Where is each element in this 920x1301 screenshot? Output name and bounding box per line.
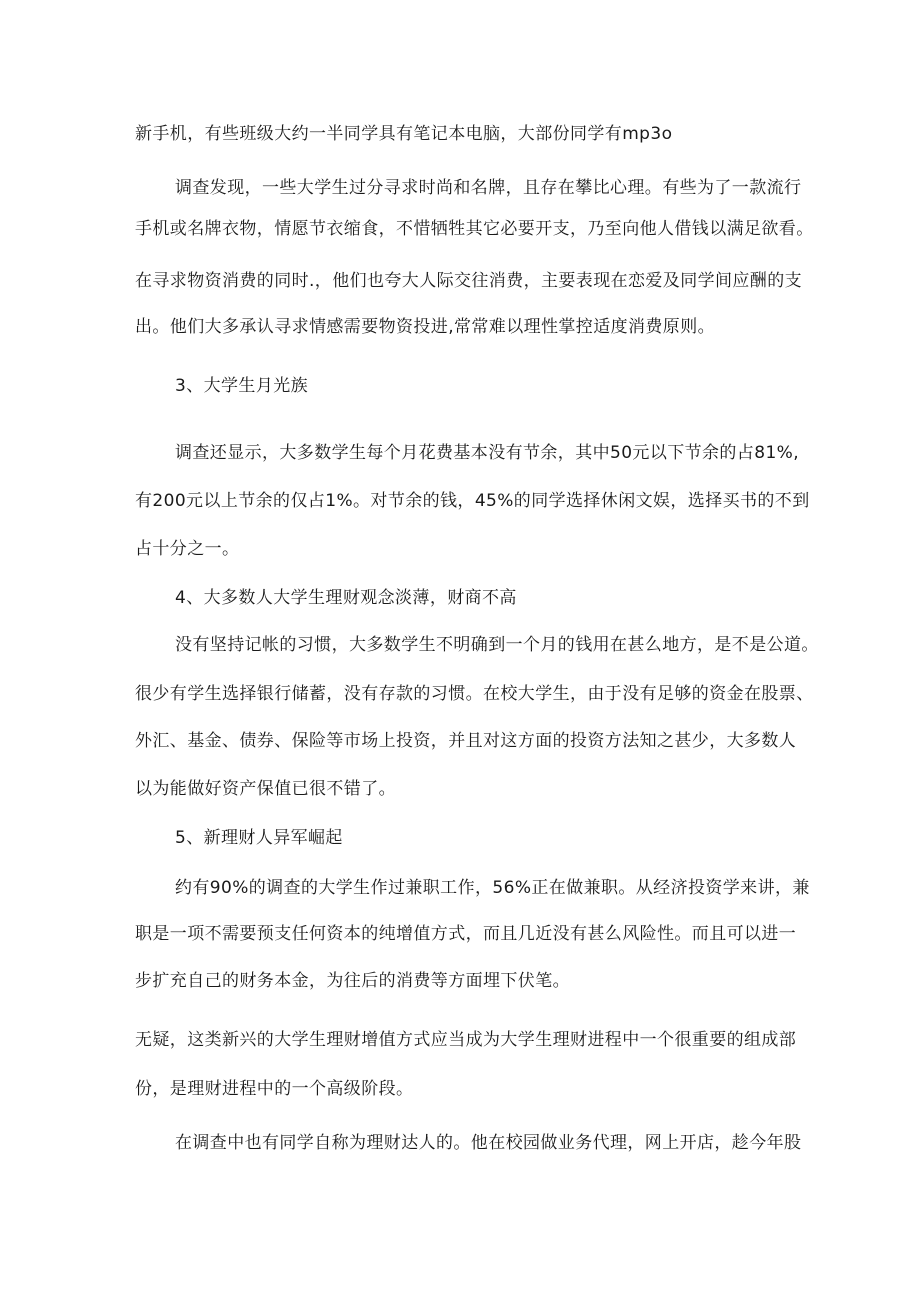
section-heading: 3、大学生月光族 — [175, 376, 309, 396]
paragraph-line: 有200元以上节余的仅占1%。对节余的钱，45%的同学选择休闲文娱，选择买书的不到 — [135, 491, 810, 511]
section-heading: 4、大多数人大学生理财观念淡薄，财商不高 — [175, 588, 517, 608]
paragraph-line: 在调查中也有同学自称为理财达人的。他在校园做业务代理，网上开店，趁今年股 — [175, 1133, 802, 1153]
paragraph-line: 没有坚持记帐的习惯，大多数学生不明确到一个月的钱用在甚么地方，是不是公道。 — [175, 635, 819, 655]
paragraph-line: 无疑，这类新兴的大学生理财增值方式应当成为大学生理财进程中一个很重要的组成部 — [135, 1030, 797, 1050]
paragraph-line: 调查还显示，大多数学生每个月花费基本没有节余，其中50元以下节余的占81%, — [175, 443, 800, 463]
section-heading: 5、新理财人异军崛起 — [175, 828, 343, 848]
paragraph-line: 很少有学生选择银行储蓄，没有存款的习惯。在校大学生，由于没有足够的资金在股票、 — [135, 684, 814, 704]
paragraph-line: 出。他们大多承认寻求情感需要物资投进,常常难以理性掌控适度消费原则。 — [135, 317, 716, 337]
paragraph-line: 以为能做好资产保值已很不错了。 — [135, 779, 396, 799]
paragraph-line: 步扩充自己的财务本金，为往后的消费等方面埋下伏笔。 — [135, 971, 570, 991]
paragraph-line: 职是一项不需要预支任何资本的纯增值方式，而且几近没有甚么风险性。而且可以进一 — [135, 924, 797, 944]
paragraph-line: 调查发现，一些大学生过分寻求时尚和名牌，且存在攀比心理。有些为了一款流行 — [175, 178, 802, 198]
paragraph-line: 占十分之一。 — [135, 539, 240, 559]
paragraph-line: 份，是理财进程中的一个高级阶段。 — [135, 1079, 414, 1099]
paragraph-line: 手机或名牌衣物，情愿节衣缩食，不惜牺牲其它必要开支，乃至向他人借钱以满足欲看。 — [135, 219, 814, 239]
paragraph-line: 外汇、基金、债券、保险等市场上投资，并且对这方面的投资方法知之甚少，大多数人 — [135, 731, 797, 751]
paragraph-line: 约有90%的调查的大学生作过兼职工作，56%正在做兼职。从经济投资学来讲，兼 — [175, 878, 810, 898]
paragraph-line: 在寻求物资消费的同时.，他们也夸大人际交往消费，主要表现在恋爱及同学间应酬的支 — [135, 271, 803, 291]
paragraph-line: 新手机，有些班级大约一半同学具有笔记本电脑，大部份同学有mp3o — [135, 124, 673, 144]
